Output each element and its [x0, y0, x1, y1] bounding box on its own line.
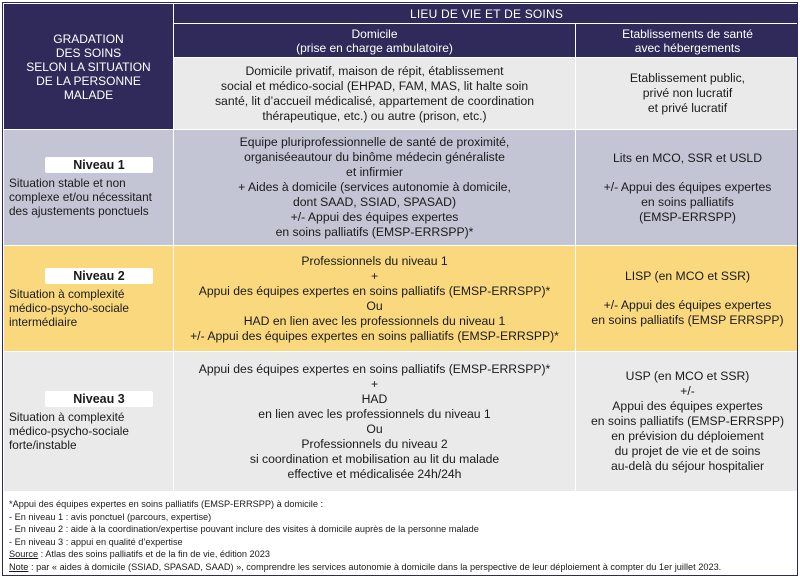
cell-line: Domicile privatif, maison de répit, établissement [245, 63, 504, 78]
cell-gap [580, 166, 795, 180]
etablissements-header [576, 24, 799, 58]
cell-line: organiséeautour du binôme médecin généraliste [244, 150, 505, 164]
domicile-header-line: Domicile [351, 26, 398, 41]
cell-line: LISP (en MCO et SSR) [624, 269, 751, 283]
cell-line: en prévision du déploiement [611, 429, 764, 443]
note-line [9, 561, 791, 574]
footnote-intro: *Appui des équipes expertes en soins palliatifs (EMSP-ERRSPP) à domicile : [9, 499, 324, 509]
cell-line: Professionnels du niveau 1 [301, 253, 448, 268]
cell-line: privé non lucratif [642, 86, 733, 100]
level-3-etablissements-cell [576, 352, 799, 492]
cell-line: +/- Appui des équipes expertes [290, 210, 459, 224]
level-2-badge: Niveau 2 [45, 268, 153, 284]
cell-line: au-delà du séjour hospitalier [610, 459, 765, 473]
cell-line: thérapeutique, etc.) ou autre (prison, etc.) [262, 108, 487, 123]
footnote-item: - En niveau 1 : avis ponctuel (parcours, expertise) [9, 511, 212, 522]
etablissements-header-line: Etablissements de santé [622, 26, 753, 41]
source-text: : Atlas des soins palliatifs et de la fin de vie, édition 2023 [38, 549, 270, 559]
source-label: Source [9, 549, 39, 559]
cell-line: Equipe pluriprofessionnelle de santé de proximité, [239, 135, 510, 149]
cell-line: +/- Appui des équipes expertes [603, 298, 772, 312]
cell-line: Appui des équipes expertes en soins palliatifs (EMSP-ERRSPP)* [198, 283, 551, 298]
level-description-line: Situation stable et non [9, 176, 126, 190]
cell-line: HAD en lien avec les professionnels du niveau 1 [243, 313, 506, 328]
cell-line: en soins palliatifs (EMSP ERRSPP) [591, 313, 784, 327]
footnote-item: - En niveau 2 : aide à la coordination/expertise pouvant inclure des visites à domicile auprès de la personne malade [9, 524, 479, 534]
level-1-domicile-cell [174, 130, 576, 246]
cell-line: Ou [366, 421, 383, 436]
cell-line: Professionnels du niveau 2 [301, 436, 448, 451]
cell-line: Lits en MCO, SSR et USLD [612, 150, 762, 165]
note-text: : par « aides à domicile (SSIAD, SPASAD, SAAD) », comprendre les services autonomie à domicile dans la perspective de leur déploiement à compter du 1er juillet 2023. [28, 561, 722, 572]
cell-line: +/- [680, 384, 695, 398]
domicile-header-line: (prise en charge ambulatoire) [296, 40, 453, 55]
gradation-header-line: MALADE [63, 87, 114, 102]
level-2-etablissements-cell [576, 246, 799, 352]
level-description-line: Situation à complexité [9, 410, 125, 424]
cell-line: et infirmier [346, 165, 403, 179]
etablissements-header-line: avec hébergements [634, 40, 741, 55]
level-description-line: des ajustements ponctuels [9, 204, 149, 218]
cell-line: HAD [361, 391, 388, 406]
gradation-header-line: DES SOINS [55, 45, 122, 60]
soins-palliatifs-table-figure [2, 2, 798, 576]
gradation-header-line: DE LA PERSONNE [36, 73, 141, 88]
level-1-cell [4, 130, 174, 246]
level-description-line: Situation à complexité [9, 287, 125, 301]
cell-gap [580, 284, 795, 298]
domicile-header [174, 24, 576, 58]
level-3-badge: Niveau 3 [45, 391, 153, 407]
cell-line: +/- Appui des équipes expertes [603, 179, 772, 194]
cell-line: USP (en MCO et SSR) [625, 369, 750, 383]
lieu-domicile-cell [174, 58, 576, 130]
cell-line: social et médico-social (EHPAD, FAM, MAS, lit halte soin [220, 78, 529, 93]
source-line [9, 548, 791, 561]
cell-line: Appui des équipes expertes [612, 399, 763, 413]
cell-line: du projet de vie et de soins [614, 444, 761, 458]
cell-line: si coordination et mobilisation au lit du malade [249, 451, 500, 466]
cell-line: Etablissement public, [629, 71, 746, 85]
cell-line: santé, lit d’accueil médicalisé, appartement de coordination [214, 93, 535, 108]
level-1-etablissements-cell [576, 130, 799, 246]
gradation-header-line: GRADATION [53, 31, 124, 46]
lieu-header: LIEU DE VIE ET DE SOINS [174, 4, 799, 24]
gradation-table [3, 3, 798, 492]
cell-line: en soins palliatifs (EMSP-ERRSPP) [590, 414, 785, 428]
cell-line: Appui des équipes expertes en soins palliatifs (EMSP-ERRSPP)* [198, 361, 551, 376]
cell-line: Ou [366, 298, 383, 313]
lieu-etablissements-cell [576, 58, 799, 130]
cell-line: en soins palliatifs (EMSP-ERRSPP)* [275, 225, 474, 239]
level-description-line: forte/instable [9, 438, 77, 452]
note-label: Note [9, 561, 29, 572]
cell-line: + [370, 268, 379, 283]
gradation-header-line: SELON LA SITUATION [26, 59, 151, 74]
level-2-domicile-cell [174, 246, 576, 352]
level-1-badge: Niveau 1 [45, 157, 153, 173]
gradation-header [4, 4, 174, 130]
level-2-cell [4, 246, 174, 352]
cell-line: +/- Appui des équipes expertes en soins palliatifs (EMSP-ERRSPP)* [190, 328, 559, 343]
level-description-line: médico-psycho-sociale [9, 424, 129, 438]
cell-line: en lien avec les professionnels du niveau 1 [258, 406, 491, 421]
cell-line: + Aides à domicile (services autonomie à domicile, [238, 180, 511, 194]
footnote-item: - En niveau 3 : appui en qualité d’expertise [9, 536, 183, 547]
cell-line: dont SAAD, SSIAD, SPASAD) [292, 195, 456, 209]
level-description-line: intermédiaire [9, 315, 78, 329]
cell-line: en soins palliatifs [641, 194, 734, 209]
cell-line: et privé lucratif [647, 101, 728, 115]
footnotes [3, 492, 797, 573]
level-description-line: complexe et/ou nécessitant [9, 190, 152, 204]
cell-line: (EMSP-ERRSPP) [639, 209, 736, 224]
level-description-line: médico-psycho-sociale [9, 301, 129, 315]
level-3-domicile-cell [174, 352, 576, 492]
level-3-cell [4, 352, 174, 492]
cell-line: + [370, 376, 379, 391]
cell-line: effective et médicalisée 24h/24h [287, 466, 462, 481]
